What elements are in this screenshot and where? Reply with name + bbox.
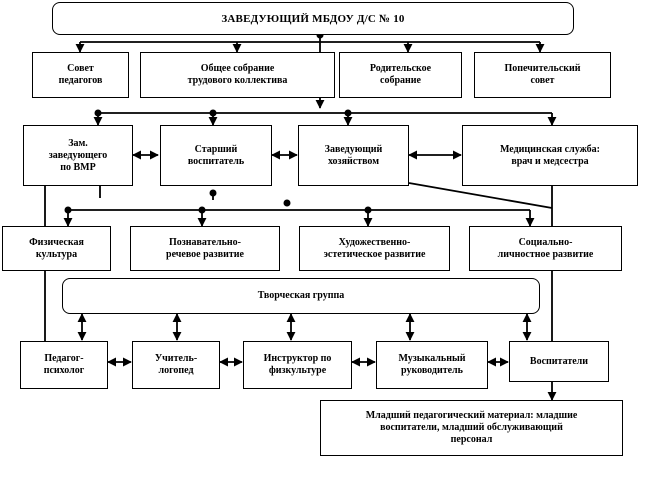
staff-meeting-label: Общее собрание трудового коллектива (187, 63, 288, 86)
physical-culture-label: Физическая культура (29, 236, 84, 260)
head-box (52, 2, 574, 35)
speech-therapist-box (132, 341, 220, 389)
cognitive-speech-label: Познавательно- речевое развитие (166, 236, 244, 260)
staff-meeting-box (140, 52, 335, 98)
senior-teacher-box (160, 125, 272, 186)
parents-meeting-label: Родительское собрание (369, 63, 432, 86)
supply-manager-box (298, 125, 409, 186)
junior-staff-label: Младший педагогический материал: младшие воспитатели, младший обслуживающий персонал (365, 410, 578, 445)
teachers-council-box (32, 52, 129, 98)
teachers-council-label: Совет педагогов (58, 63, 103, 86)
music-director-box (376, 341, 488, 389)
creative-group-box (62, 278, 540, 314)
trustees-council-box (474, 52, 611, 98)
pe-instructor-box (243, 341, 352, 389)
trustees-council-label: Попечительский совет (504, 63, 581, 86)
educators-label: Воспитатели (529, 355, 589, 367)
educators-box (509, 341, 609, 382)
psychologist-box (20, 341, 108, 389)
deputy-head-label: Зам. заведующего по ВМР (48, 137, 108, 173)
pe-instructor-label: Инструктор по физкультуре (263, 353, 332, 376)
creative-group-label: Творческая группа (257, 290, 345, 301)
deputy-head-box (23, 125, 133, 186)
parents-meeting-box (339, 52, 462, 98)
psychologist-label: Педагог- психолог (43, 353, 85, 376)
social-personal-label: Социально- личностное развитие (497, 236, 594, 260)
cognitive-speech-box (130, 226, 280, 271)
speech-therapist-label: Учитель- логопед (154, 353, 198, 376)
social-personal-box (469, 226, 622, 271)
head-title: ЗАВЕДУЮЩИЙ МБДОУ Д/С № 10 (221, 12, 405, 25)
artistic-aesthetic-label: Художественно- эстетическое развитие (323, 236, 426, 260)
physical-culture-box (2, 226, 111, 271)
medical-service-box (462, 125, 638, 186)
supply-manager-label: Заведующий хозяйством (324, 143, 383, 167)
junior-staff-box (320, 400, 623, 456)
music-director-label: Музыкальный руководитель (398, 353, 466, 376)
artistic-aesthetic-box (299, 226, 450, 271)
medical-service-label: Медицинская служба: врач и медсестра (499, 143, 601, 167)
senior-teacher-label: Старший воспитатель (187, 143, 245, 167)
